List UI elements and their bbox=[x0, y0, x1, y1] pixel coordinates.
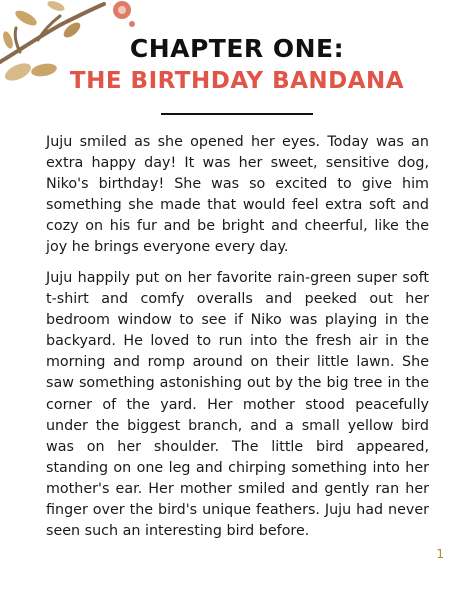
title-divider bbox=[161, 113, 313, 115]
leaf-icon bbox=[46, 0, 66, 13]
leaf-icon bbox=[13, 8, 39, 29]
paragraph-2: Juju happily put on her favorite rain-green super soft t-shirt and comfy overalls and peeked out her bedroom window to see if Niko was playing in the backyard. He loved to run into the fresh air in the morning and romp around on their little lawn. She saw something astonishing out by the big tree in the corner of the yard. Her mother stood peacefully under the biggest branch, and a small yellow bird was on her shoulder. The little bird appeared, standing on one leg and chirping something into her mother's ear. Her mother smiled and gently ran her finger over the bird's unique feathers. Juju had never seen such an interesting bird before. bbox=[46, 270, 429, 540]
chapter-label: CHAPTER ONE: bbox=[129, 34, 345, 63]
paragraph-1: Juju smiled as she opened her eyes. Today was an extra happy day! It was her sweet, sensitive dog, Niko's birthday! She was so excited to give him something she made that would feel extra soft and cozy on his fur and be bright and cheerful, like the joy he brings everyone every day. bbox=[46, 134, 429, 256]
chapter-title: THE BIRTHDAY BANDANA bbox=[69, 68, 405, 94]
page-number: 1 bbox=[436, 547, 444, 561]
